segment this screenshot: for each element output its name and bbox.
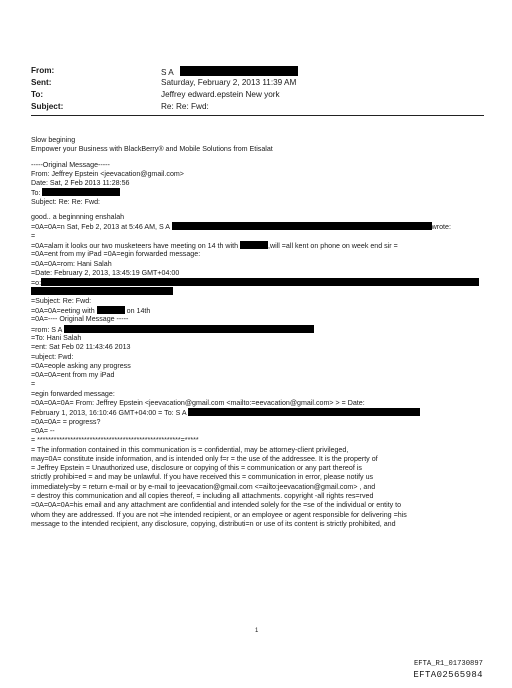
body-line: Date: Sat, 2 Feb 2013 11:28:56 [31, 179, 130, 188]
redaction-box [42, 188, 120, 196]
body-line: February 1, 2013, 16:10:46 GMT+04:00 = To: S A [31, 408, 485, 417]
redaction-box [31, 287, 173, 295]
redaction-box [188, 408, 420, 416]
page-number: 1 [255, 628, 259, 634]
body-line: =Subject: Re: Fwd: [31, 296, 92, 305]
from-value: S A [161, 66, 298, 78]
body-line: good.. a beginnning enshalah [31, 213, 125, 222]
body-line [31, 287, 485, 296]
body-line: =egin forwarded message: [31, 389, 115, 398]
body-line: -----Original Message----- [31, 160, 110, 169]
body-line: message to the intended recipient, any disclosure, copying, distributi=n or use of its content is strictly prohibited, and [31, 519, 396, 528]
body-line: = Jeffrey Epstein = Unauthorized use, disclosure or copying of this = communication or any part thereof is [31, 464, 362, 473]
body-line: =0A=0A=n Sat, Feb 2, 2013 at 5:46 AM, S A wrote: [31, 223, 451, 232]
subject-value: Re: Re: Fwd: [161, 102, 209, 111]
body-line: immediately=by = return e-mail or by e-mail to jeevacation@gmail.com <=ailto:jeevacation@gmail.com> , and [31, 482, 376, 491]
body-line: Subject: Re: Re: Fwd: [31, 197, 100, 206]
body-line: To: [31, 188, 485, 197]
body-line: =0A=0A=ent from my iPad [31, 371, 115, 380]
body-line: =Date: February 2, 2013, 13:45:19 GMT+04:00 [31, 268, 180, 277]
redaction-box [172, 222, 432, 230]
body-line: =0A=0A=0A= From: Jeffrey Epstein <jeevacation@gmail.com <mailto:=eevacation@gmail.com> > = Date: [31, 399, 365, 408]
bates-number-primary: EFTA_R1_01730897 [413, 660, 483, 668]
sent-value: Saturday, February 2, 2013 11:39 AM [161, 78, 297, 87]
body-line: =0A=ent from my iPad =0A=egin forwarded message: [31, 250, 201, 259]
body-line: = ****************************************************=***** [31, 436, 199, 445]
body-line: From: Jeffrey Epstein <jeevacation@gmail.com> [31, 169, 184, 178]
redaction-box [180, 66, 298, 76]
to-value: Jeffrey edward.epstein New york [161, 90, 280, 99]
body-line: = [31, 231, 36, 240]
sent-label: Sent: [31, 78, 52, 87]
from-label: From: [31, 66, 55, 75]
subject-label: Subject: [31, 102, 64, 111]
body-line: =0A=0A= = progress? [31, 417, 101, 426]
body-line: =ubject: Fwd: [31, 352, 74, 361]
body-line: =ent: Sat Feb 02 11:43:46 2013 [31, 343, 131, 352]
body-line: =o: [31, 278, 485, 287]
email-body [31, 136, 485, 529]
redaction-box [97, 306, 125, 314]
body-line: = The information contained in this communication is = confidential, may be attorney-client privileged, [31, 445, 349, 454]
body-line: Empower your Business with BlackBerry® and Mobile Solutions from Etisalat [31, 145, 273, 154]
to-label: To: [31, 90, 44, 99]
body-line: whom they are addressed. If you are not =he intended recipient, or an employee or agent responsible for delivering =his [31, 510, 407, 519]
redaction-box [64, 325, 314, 333]
body-line: Slow begining [31, 136, 76, 144]
body-line: =0A=0A=0A=his email and any attachment are confidential and intended solely for the =se of the individual or entity to [31, 501, 402, 510]
body-line: = destroy this communication and all copies thereof, = including all attachments. copyright -all rights res=rved [31, 491, 374, 500]
body-line: =To: Hani Salah [31, 333, 82, 342]
body-line: =0A=0A=rom: Hani Salah [31, 259, 112, 268]
body-line: =rom: S A [31, 325, 485, 334]
body-line: =0A=eople asking any progress [31, 361, 131, 370]
redaction-box [41, 278, 479, 286]
body-line: =0A=alam it looks our two musketeers have meeting on 14 th with ,will =all kent on phone on week end sir = [31, 241, 398, 250]
body-line: =0A=0A=eeting with on 14th [31, 307, 151, 316]
body-line: = [31, 380, 36, 389]
body-line: =0A= -- [31, 426, 55, 435]
bates-number-secondary: EFTA02565984 [413, 670, 483, 680]
redaction-box [240, 241, 268, 249]
body-line: strictly prohibi=ed = and may be unlawful. If you have received this = communication in error, please notify us [31, 473, 374, 482]
header-divider [31, 115, 484, 116]
body-line: =0A=---- Original Message ----- [31, 315, 129, 324]
body-line: may=0A= constitute inside information, and is intended only f=r = the use of the addressee. It is the property of [31, 454, 378, 463]
